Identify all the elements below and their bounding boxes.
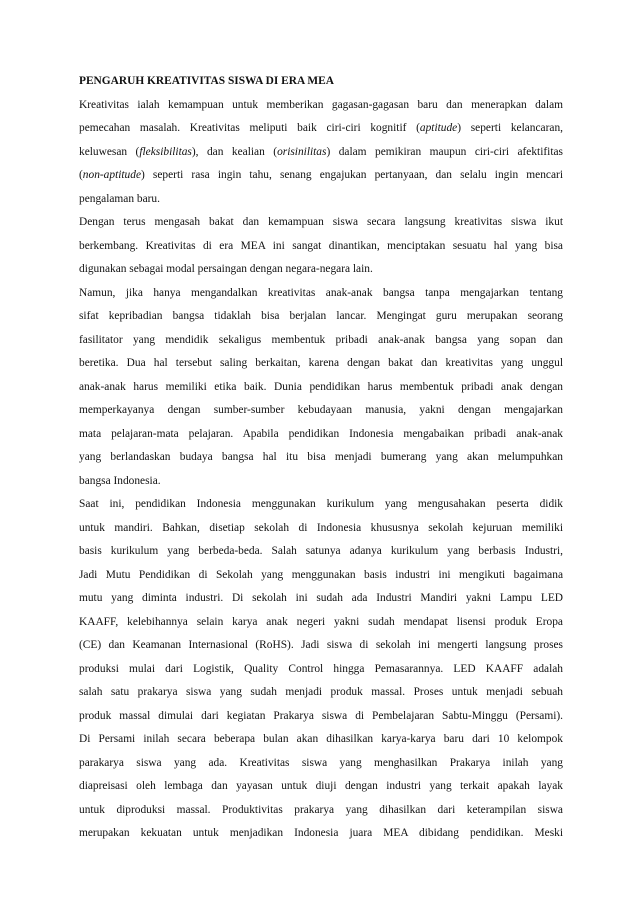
text-run: Dengan terus mengasah bakat dan kemampuan siswa secara langsung kreativitas siswa ikut [79, 216, 563, 228]
text-run: produk massal dimulai dari kegiatan Prakarya siswa di Pembelajaran Sabtu-Minggu (Persami). [79, 709, 563, 722]
text-run: salah satu prakarya siswa yang sudah menjadi produk massal. Proses untuk menjadi sebuah [79, 686, 563, 698]
text-run: Jadi Mutu Pendidikan di Sekolah yang menggunakan basis industri ini mengikuti bagaimana [79, 568, 563, 581]
text-run: parakarya siswa yang ada. Kreativitas siswa yang menghasilkan Prakarya inilah yang [79, 756, 563, 769]
text-line [79, 564, 563, 588]
text-line [79, 164, 563, 188]
text-line [79, 658, 563, 682]
paragraph [79, 493, 563, 846]
text-line [79, 517, 563, 541]
text-line [79, 282, 563, 306]
text-run: pengalaman baru. [79, 192, 160, 205]
text-run: diapreisasi oleh lembaga dan yayasan untuk diuji dengan industri yang terkait apakah layak [79, 780, 563, 792]
text-run: anak-anak harus memiliki etika baik. Dunia pendidikan harus membentuk pribadi anak dengan [79, 380, 563, 393]
text-line [79, 822, 563, 846]
text-run: Namun, jika hanya mengandalkan kreativitas anak-anak bangsa tanpa mengajarkan tentang [79, 286, 563, 299]
text-run: bangsa Indonesia. [79, 474, 161, 487]
text-line [79, 446, 563, 470]
text-line [79, 352, 563, 376]
text-line [79, 329, 563, 353]
text-run: ( [79, 169, 83, 181]
text-line [79, 752, 563, 776]
text-run: Kreativitas ialah kemampuan untuk memberikan gagasan-gagasan baru dan menerapkan dalam [79, 98, 563, 111]
text-line [79, 728, 563, 752]
italic-term: aptitude [419, 122, 458, 134]
italic-term: fleksibilitas [139, 145, 192, 158]
text-line [79, 141, 563, 165]
text-run: (CE) dan Keamanan Internasional (RoHS). Jadi siswa di sekolah ini mengerti langsung proses [79, 639, 563, 651]
text-run: berkembang. Kreativitas di era MEA ini sangat dinantikan, menciptakan sesuatu hal yang bisa [79, 239, 563, 252]
text-line [79, 399, 563, 423]
text-run: keluwesan ( [79, 145, 140, 158]
text-run: mata pelajaran-mata pelajaran. Apabila pendidikan Indonesia mengabaikan pribadi anak-anak [79, 427, 563, 440]
text-run: ) seperti kelancaran, [457, 122, 563, 134]
paragraph [79, 282, 563, 494]
text-line [79, 376, 563, 400]
text-line [79, 470, 563, 494]
text-line [79, 94, 563, 118]
text-line [79, 775, 563, 799]
text-run: pemecahan masalah. Kreativitas meliputi baik ciri-ciri kognitif ( [79, 122, 420, 134]
document-title: PENGARUH KREATIVITAS SISWA DI ERA MEA [79, 75, 334, 87]
text-line [79, 211, 563, 235]
text-line [79, 235, 563, 259]
text-run: yang berlandaskan budaya bangsa hal itu bisa menjadi bumerang yang akan melumpuhkan [79, 451, 563, 463]
text-run: Saat ini, pendidikan Indonesia menggunakan kurikulum yang mengusahakan peserta didik [79, 498, 563, 510]
text-line [79, 705, 563, 729]
text-run: Di Persami inilah secara beberapa bulan akan dihasilkan karya-karya baru dari 10 kelompok [79, 733, 563, 745]
text-run: mutu yang diminta industri. Di sekolah ini sudah ada Industri Mandiri yakni Lampu LED [79, 592, 563, 604]
text-line [79, 681, 563, 705]
text-line [79, 540, 563, 564]
text-run: digunakan sebagai modal persaingan dengan negara-negara lain. [79, 263, 373, 275]
text-line [79, 611, 563, 635]
text-line [79, 799, 563, 823]
text-line [79, 117, 563, 141]
paragraph [79, 94, 563, 212]
text-run: merupakan kekuatan untuk menjadikan Indonesia juara MEA dibidang pendidikan. Meski [79, 827, 563, 839]
text-run: ) seperti rasa ingin tahu, senang engajukan pertanyaan, dan selalu ingin mencari [141, 169, 563, 181]
text-line [79, 305, 563, 329]
text-line [79, 423, 563, 447]
text-line [79, 493, 563, 517]
text-run: untuk mandiri. Bahkan, disetiap sekolah di Indonesia khususnya sekolah kejuruan memiliki [79, 521, 563, 534]
text-line [79, 587, 563, 611]
paragraph [79, 211, 563, 282]
text-run: produksi mulai dari Logistik, Quality Control hingga Pemasarannya. LED KAAFF adalah [79, 662, 563, 675]
text-run: ) dalam pemikiran maupun ciri-ciri afektifitas [326, 145, 563, 158]
italic-term: non-aptitude [82, 169, 142, 181]
text-line [79, 634, 563, 658]
text-line [79, 188, 563, 212]
text-line [79, 258, 563, 282]
paragraphs-container [79, 94, 563, 846]
text-run: memperkayanya dengan sumber-sumber kebudayaan manusia, yakni dengan mengajarkan [79, 404, 563, 416]
italic-term: orisinilitas [277, 145, 327, 158]
text-run: ), dan kealian ( [191, 145, 278, 158]
text-run: sifat kepribadian bangsa tidaklah bisa berjalan lancar. Mengingat guru merupakan seorang [79, 310, 563, 322]
document-body [79, 64, 563, 846]
text-run: fasilitator yang mendidik sekaligus membentuk pribadi anak-anak bangsa yang sopan dan [79, 333, 563, 346]
text-run: basis kurikulum yang berbeda-beda. Salah satunya adanya kurikulum yang berbasis Industri, [79, 545, 563, 557]
text-run: untuk diproduksi massal. Produktivitas prakarya yang dihasilkan dari keterampilan siswa [79, 803, 563, 816]
text-run: beretika. Dua hal tersebut saling berkaitan, karena dengan bakat dan kreativitas yang unggul [79, 357, 563, 369]
text-run: KAAFF, kelebihannya selain karya anak negeri yakni sudah mendapat lisensi produk Eropa [79, 615, 563, 628]
